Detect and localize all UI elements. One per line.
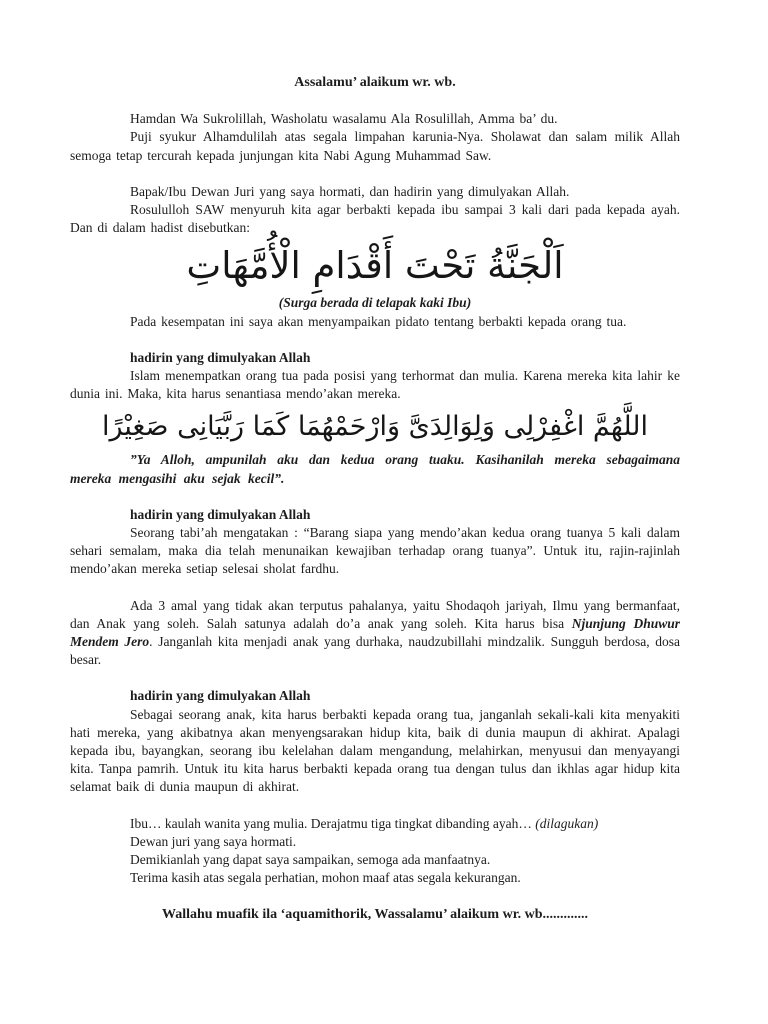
paragraph-tiga-amal-text-1: Ada 3 amal yang tidak akan terputus pahalanya, yaitu Shodaqoh jariyah, Ilmu yang bermanfaat, dan Anak yang soleh. Salah satunya adalah do’a anak yang soleh. Kita harus bisa <box>70 597 680 631</box>
paragraph-islam-orang-tua: Islam menempatkan orang tua pada posisi yang terhormat dan mulia. Karena mereka kita lahir ke dunia ini. Maka, kita harus senantiasa mendo’akan mereka. <box>70 368 680 402</box>
section-heading-3: hadirin yang dimulyakan Allah <box>130 688 311 704</box>
section-heading-2: hadirin yang dimulyakan Allah <box>130 506 311 522</box>
paragraph-berbakti: Sebagai seorang anak, kita harus berbakti kepada orang tua, janganlah sekali-kali kita menyakiti hati mereka, yang akibatnya akan menyengsarakan hidup kita, baik di dunia maupun di akhirat. Apalagi kepada ibu, bayangkan, seorang ibu kelelahan dalam mengandung, melahirkan, menyusui dan menyayangi kita. Tanpa pamrih. Untuk itu kita harus berbakti kepada orang tua dengan tulus dan ikhlas agar hidup kita selamat baik di dunia maupun di akhirat. <box>70 706 680 795</box>
paragraph-tabiah: Seorang tabi’ah mengatakan : “Barang siapa yang mendo’akan kedua orang tuanya 5 kali dalam sehari semalam, maka dia telah menunaikan kewajiban terhadap orang tuanya”. Untuk itu, rajin-rajinlah mendo’akan mereka setiap selesai sholat fardhu. <box>70 525 680 577</box>
closing-line-demikian: Demikianlah yang dapat saya sampaikan, semoga ada manfaatnya. <box>130 852 491 868</box>
closing-line-ibu-text: Ibu… kaulah wanita yang mulia. Derajatmu tiga tingkat dibanding ayah… <box>130 815 536 831</box>
spacer <box>70 797 680 815</box>
paragraph-hamdalah: Hamdan Wa Sukrolillah, Washolatu wasalamu Ala Rosulillah, Amma ba’ du. <box>130 111 558 127</box>
paragraph-sapaan-juri: Bapak/Ibu Dewan Juri yang saya hormati, dan hadirin yang dimulyakan Allah. <box>130 183 570 199</box>
paragraph-tiga-amal <box>70 597 680 670</box>
arabic-hadith-text: اَلْجَنَّةُ تَحْتَ أَقْدَامِ الْأُمَّهَاتِ <box>186 244 564 288</box>
closing-line-dewan-juri: Dewan juri yang saya hormati. <box>130 833 297 849</box>
spacer <box>70 579 680 597</box>
hadith-translation: (Surga berada di telapak kaki Ibu) <box>278 295 472 311</box>
closing-line-ibu <box>70 815 680 833</box>
section-heading-1: hadirin yang dimulyakan Allah <box>130 349 311 365</box>
arabic-dua-text: اللَّهُمَّ اغْفِرْلِى وَلِوَالِدَىَّ وَارْحَمْهُمَا كَمَا رَبَّيَانِى صَغِيْرًا <box>101 411 649 443</box>
emphasis-dilagukan: (dilagukan) <box>535 815 599 831</box>
closing-salam: Wallahu muafik ila ‘aquamithorik, Wassalamu’ alaikum wr. wb............. <box>161 906 589 922</box>
spacer <box>70 331 680 349</box>
paragraph-tiga-amal-text-2: . Janganlah kita menjadi anak yang durhaka, naudzubillahi mindzalik. Sungguh berdosa, dosa besar. <box>70 634 680 668</box>
spacer <box>70 669 680 687</box>
dua-translation: ”Ya Alloh, ampunilah aku dan kedua orang tuaku. Kasihanilah mereka sebagaimana mereka mengasihi aku sejak kecil”. <box>70 452 680 486</box>
spacer <box>70 888 680 906</box>
closing-line-terima-kasih: Terima kasih atas segala perhatian, mohon maaf atas segala kekurangan. <box>130 870 521 886</box>
paragraph-tema-pidato: Pada kesempatan ini saya akan menyampaikan pidato tentang berbakti kepada orang tua. <box>130 313 627 329</box>
emphasis-njunjung-dhuwur: Njunjung Dhuwur Mendem Jero <box>70 615 680 650</box>
opening-salam-title: Assalamu’ alaikum wr. wb. <box>294 75 456 90</box>
spacer <box>70 165 680 183</box>
paragraph-hadits-intro: Rosululloh SAW menyuruh kita agar berbakti kepada ibu sampai 3 kali dari pada kepada ayah. Dan di dalam hadist disebutkan: <box>70 202 680 236</box>
paragraph-puji-syukur: Puji syukur Alhamdulilah atas segala limpahan karunia-Nya. Sholawat dan salam milik Allah semoga tetap tercurah kepada junjungan kita Nabi Agung Muhammad Saw. <box>70 129 680 163</box>
spacer <box>70 488 680 506</box>
spacer <box>70 92 680 110</box>
